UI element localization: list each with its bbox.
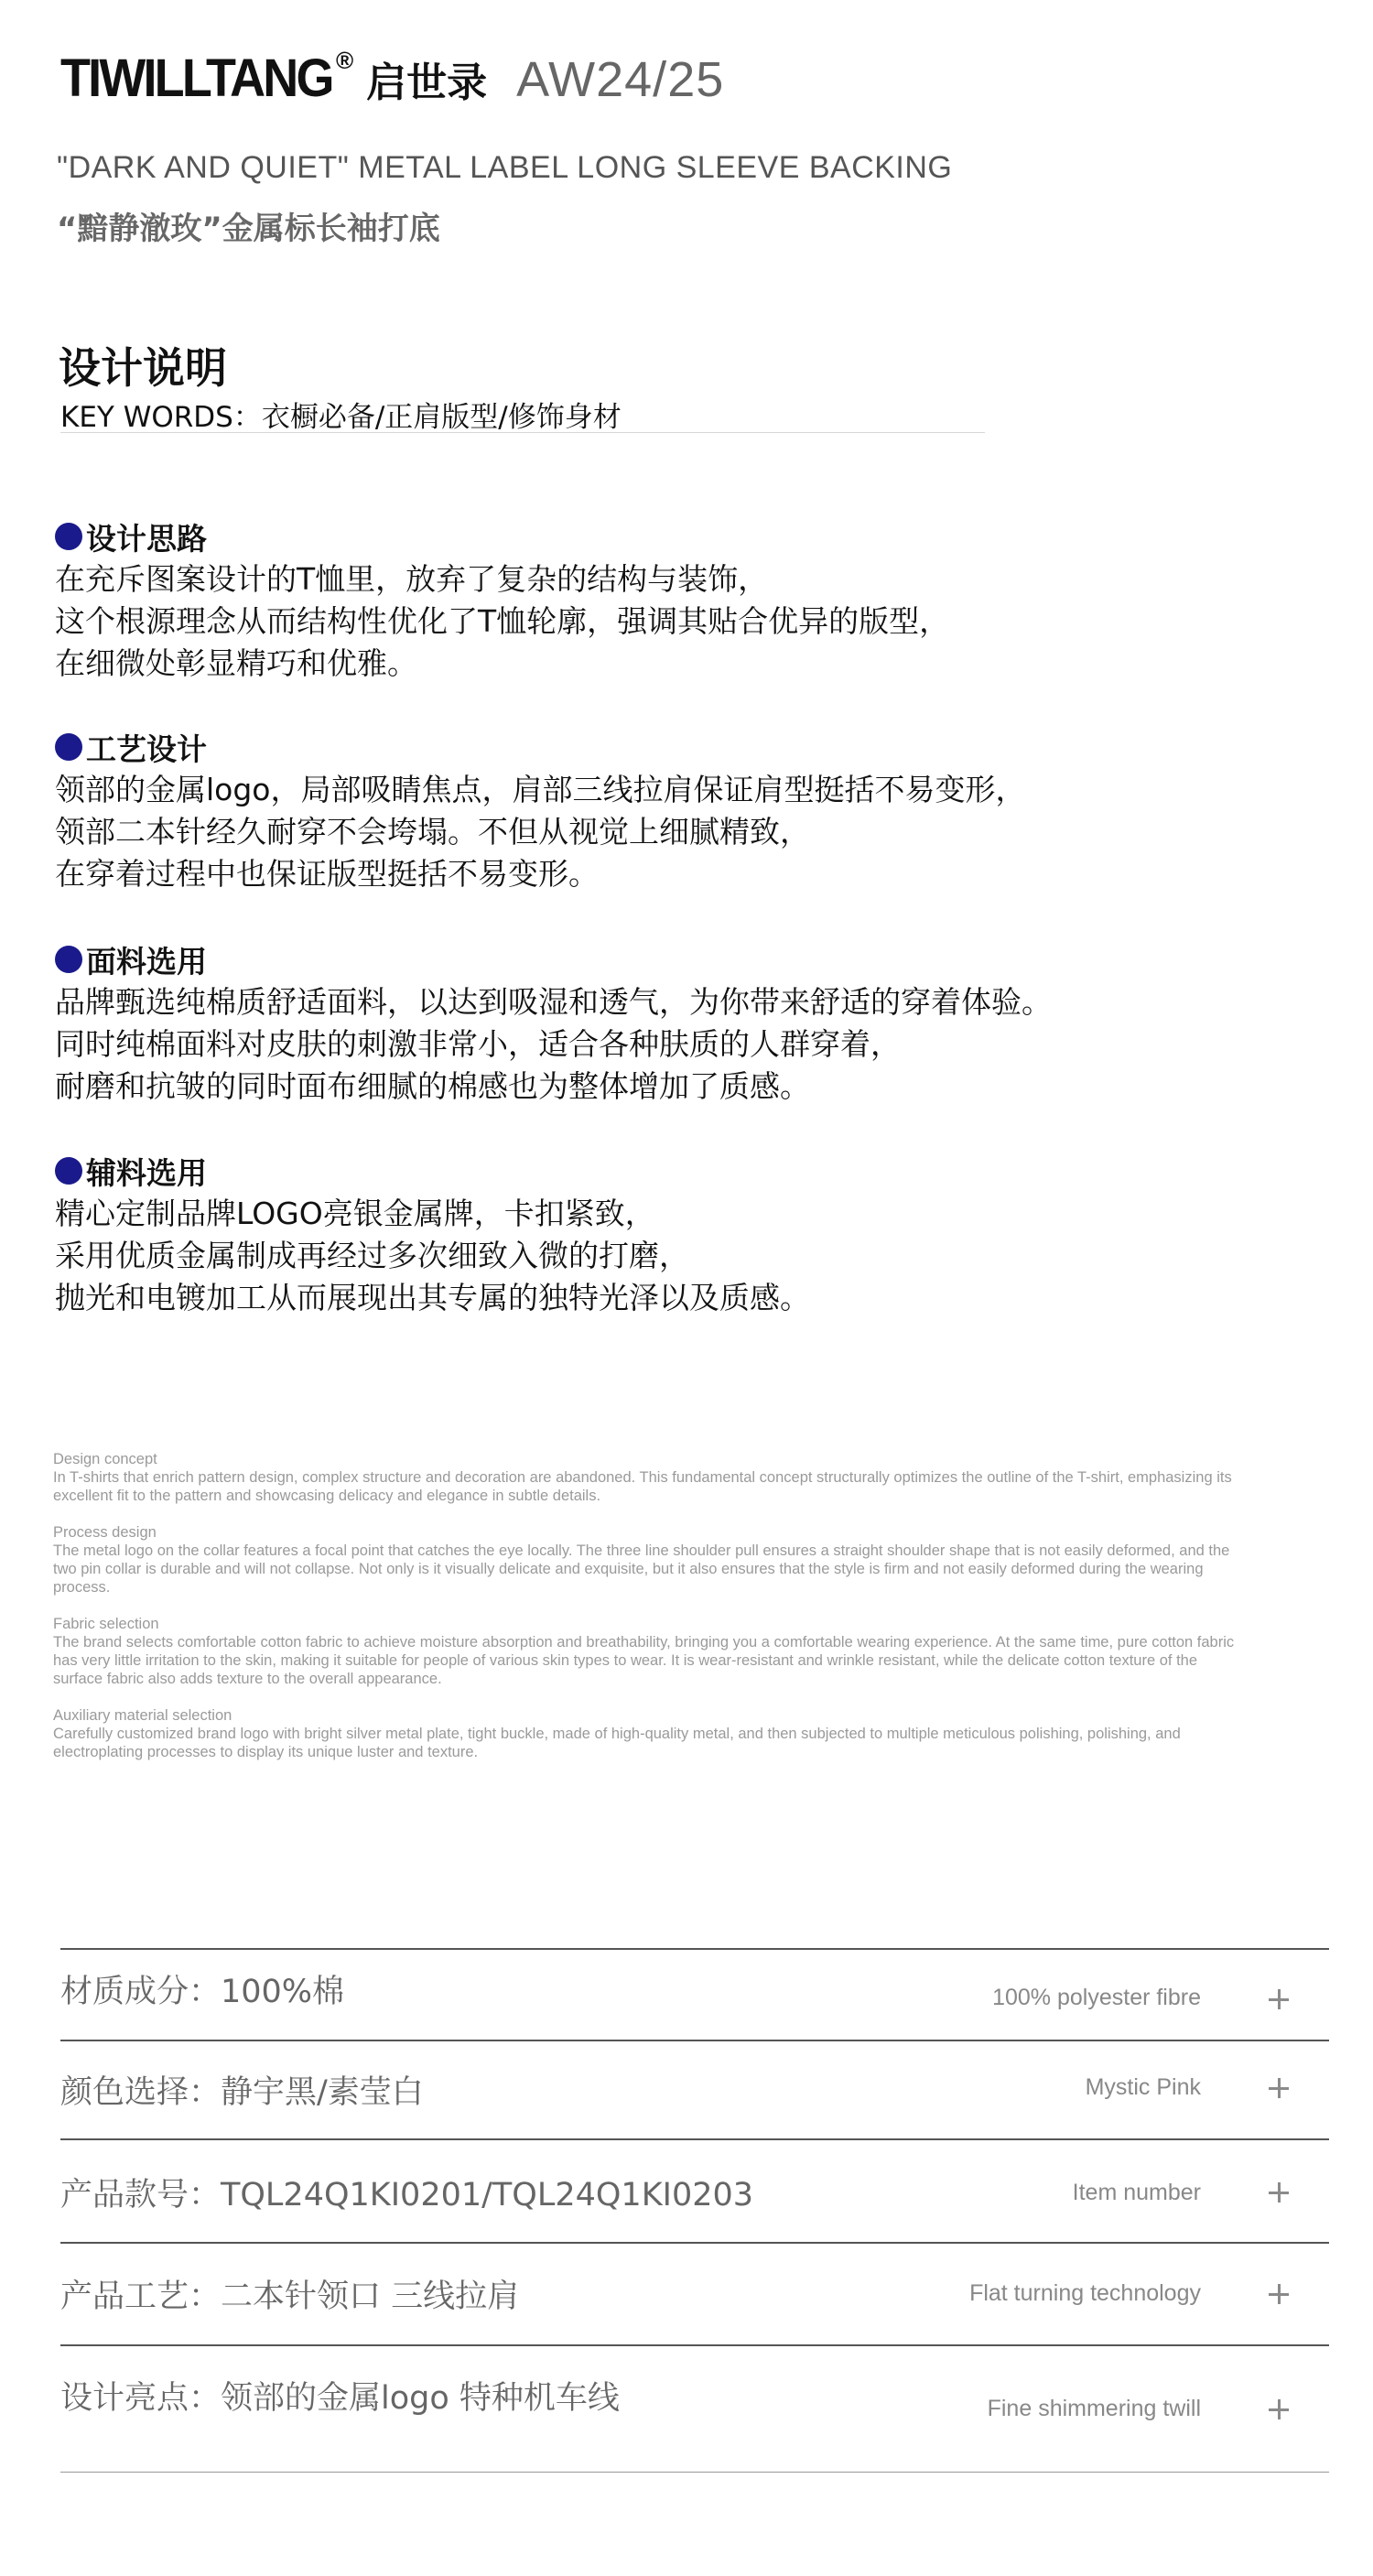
keywords-line: KEY WORDS：衣橱必备/正肩版型/修饰身材 (60, 401, 622, 434)
english-paragraph (53, 1523, 1243, 1596)
english-description (53, 1450, 1243, 1780)
section-text-line: 领部的金属logo，局部吸睛焦点，肩部三线拉肩保证肩型挺括不易变形， (55, 772, 1026, 807)
english-paragraph-title: Process design (53, 1524, 157, 1541)
english-paragraph-title: Fabric selection (53, 1616, 159, 1632)
spec-color-english: Mystic Pink (1085, 2074, 1201, 2100)
section-text-line: 在细微处彰显精巧和优雅。 (55, 645, 417, 681)
design-notes-title: 设计说明 (59, 343, 227, 393)
section-text-line: 品牌甄选纯棉质舒适面料，以达到吸湿和透气，为你带来舒适的穿着体验。 (55, 984, 1052, 1020)
spec-material-label: 材质成分：100%棉 (60, 1974, 345, 2010)
section-title: 辅料选用 (86, 1154, 207, 1191)
section-heading (55, 937, 1281, 981)
section-title: 设计思路 (86, 520, 207, 557)
section-text-line: 采用优质金属制成再经过多次细致入微的打磨， (55, 1238, 689, 1273)
spec-item-number-english: Item number (1072, 2180, 1201, 2205)
spec-divider (60, 2242, 1329, 2244)
english-paragraph-title: Design concept (53, 1451, 157, 1467)
spec-divider (60, 2472, 1329, 2473)
spec-highlight-english: Fine shimmering twill (987, 2396, 1201, 2421)
spec-divider (60, 1948, 1329, 1950)
section-auxiliary-material (55, 1149, 1281, 1319)
section-text-line: 精心定制品牌LOGO亮银金属牌，卡扣紧致， (55, 1196, 655, 1231)
section-text-line: 抛光和电镀加工从而展现出其专属的独特光泽以及质感。 (55, 1280, 810, 1315)
section-text-line: 在穿着过程中也保证版型挺括不易变形。 (55, 856, 599, 892)
brand-chinese-name: 启世录 (366, 60, 488, 106)
section-process-design (55, 725, 1281, 895)
bullet-dot-icon (55, 946, 82, 973)
spec-highlight-label: 设计亮点：领部的金属logo 特种机车线 (60, 2380, 620, 2417)
expand-highlight-plus-icon[interactable] (1269, 2399, 1289, 2419)
english-paragraph (53, 1706, 1243, 1761)
spec-color-label: 颜色选择：静宇黑/素莹白 (60, 2074, 424, 2111)
bullet-dot-icon (55, 1157, 82, 1185)
product-title-english: "DARK AND QUIET" METAL LABEL LONG SLEEVE BACKING (57, 150, 953, 185)
english-paragraph-text: The brand selects comfortable cotton fabric to achieve moisture absorption and breathability, bringing you a comfortable wearing experience. At the same time, pure cotton fabric has very little irritation to the skin, making it suitable for people of various skin types to wear. It is wear-resistant and wrinkle resistant, while the delicate cotton texture of the surface fabric also adds texture to the overall appearance. (53, 1634, 1235, 1687)
section-title: 面料选用 (86, 943, 207, 980)
section-text-line: 在充斥图案设计的T恤里，放弃了复杂的结构与装饰， (55, 561, 769, 597)
expand-material-plus-icon[interactable] (1269, 1989, 1289, 2009)
section-heading (55, 1149, 1281, 1193)
brand-logo: TIWILLTANG (60, 49, 332, 108)
spec-divider (60, 2344, 1329, 2346)
section-heading (55, 514, 1281, 558)
spec-craft-label: 产品工艺：二本针领口 三线拉肩 (60, 2278, 520, 2315)
bullet-dot-icon (55, 523, 82, 550)
section-text-line: 领部二本针经久耐穿不会垮塌。不但从视觉上细腻精致， (55, 814, 810, 850)
english-paragraph (53, 1615, 1243, 1688)
expand-craft-plus-icon[interactable] (1269, 2284, 1289, 2304)
section-design-concept (55, 514, 1281, 685)
english-paragraph-text: Carefully customized brand logo with bright silver metal plate, tight buckle, made of high-quality metal, and then subjected to multiple meticulous polishing, polishing, and electroplating processes to display its unique luster and texture. (53, 1726, 1181, 1760)
english-paragraph-text: In T-shirts that enrich pattern design, complex structure and decoration are abandoned. This fundamental concept structurally optimizes the outline of the T-shirt, emphasizing its excellent fit to the pattern and showcasing delicacy and elegance in subtle details. (53, 1469, 1232, 1504)
spec-divider (60, 2040, 1329, 2041)
expand-color-plus-icon[interactable] (1269, 2078, 1289, 2098)
spec-craft-english: Flat turning technology (969, 2280, 1201, 2306)
spec-item-number-label: 产品款号：TQL24Q1KI0201/TQL24Q1KI0203 (60, 2177, 754, 2213)
spec-divider (60, 2138, 1329, 2140)
spec-material-english: 100% polyester fibre (992, 1985, 1201, 2010)
expand-item-number-plus-icon[interactable] (1269, 2182, 1289, 2203)
product-title-chinese: “黯静澈玫”金属标长袖打底 (57, 211, 440, 247)
bullet-dot-icon (55, 733, 82, 761)
english-paragraph (53, 1450, 1243, 1505)
registered-mark: ® (335, 47, 354, 74)
section-text-line: 同时纯棉面料对皮肤的刺激非常小，适合各种肤质的人群穿着， (55, 1026, 901, 1062)
section-heading (55, 725, 1281, 769)
section-fabric-selection (55, 937, 1281, 1108)
section-text-line: 耐磨和抗皱的同时面布细腻的棉感也为整体增加了质感。 (55, 1068, 810, 1104)
keywords-divider (60, 432, 985, 433)
english-paragraph-text: The metal logo on the collar features a focal point that catches the eye locally. The three line shoulder pull ensures a straight shoulder shape that is not easily deformed, and the two pin collar is durable and will not collapse. Not only is it visually delicate and exquisite, but it also ensures that the style is firm and not easily deformed during the wearing process. (53, 1542, 1230, 1596)
english-paragraph-title: Auxiliary material selection (53, 1707, 232, 1724)
section-title: 工艺设计 (86, 731, 207, 767)
brand-header (60, 48, 724, 109)
season-code: AW24/25 (516, 52, 725, 107)
section-text-line: 这个根源理念从而结构性优化了T恤轮廓，强调其贴合优异的版型， (55, 603, 950, 639)
